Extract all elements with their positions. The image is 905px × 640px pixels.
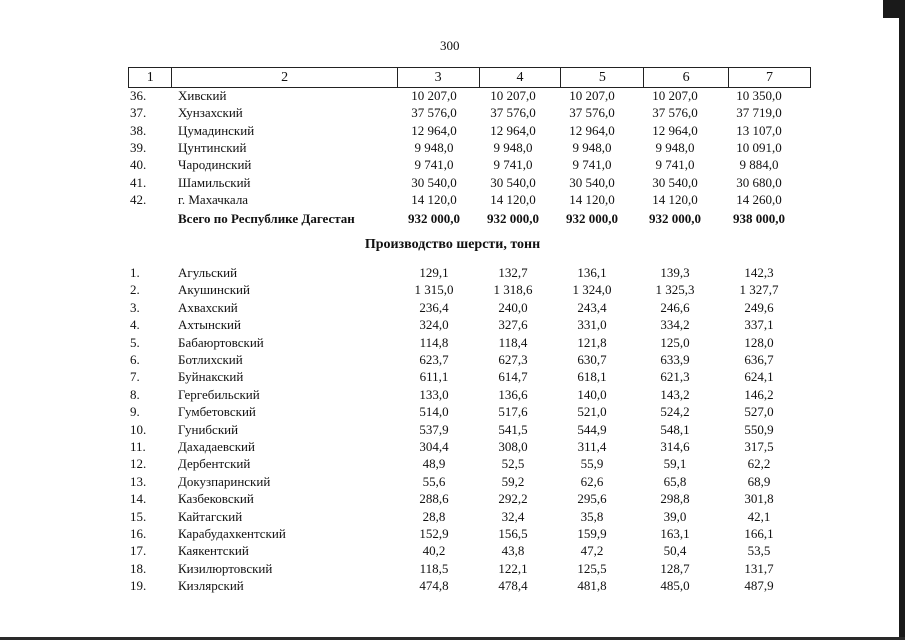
value-cell: 37 576,0 xyxy=(490,105,536,121)
table-row xyxy=(0,421,905,438)
value-cell: 288,6 xyxy=(419,491,449,507)
district-name: Гумбетовский xyxy=(178,404,256,420)
value-cell: 9 741,0 xyxy=(572,157,612,173)
value-cell: 122,1 xyxy=(498,560,528,576)
row-number: 19. xyxy=(130,578,147,594)
column-header: 1 xyxy=(129,68,172,88)
table-row xyxy=(0,542,905,559)
value-cell: 10 207,0 xyxy=(652,88,698,103)
row-number: 15. xyxy=(130,508,147,524)
value-cell: 30 540,0 xyxy=(411,174,457,190)
value-cell: 240,0 xyxy=(498,299,528,315)
value-cell: 128,7 xyxy=(660,560,690,576)
value-cell: 55,9 xyxy=(580,456,604,472)
value-cell: 50,4 xyxy=(663,543,687,559)
value-cell: 527,0 xyxy=(744,404,774,420)
row-number: 9. xyxy=(130,404,140,420)
value-cell: 295,6 xyxy=(577,491,607,507)
value-cell: 14 120,0 xyxy=(652,191,698,207)
value-cell: 37 719,0 xyxy=(736,105,782,121)
value-cell: 9 948,0 xyxy=(493,139,533,155)
row-number: 42. xyxy=(130,191,147,207)
value-cell: 9 948,0 xyxy=(655,139,695,155)
row-number: 40. xyxy=(130,157,147,173)
value-cell: 12 964,0 xyxy=(569,122,615,138)
value-cell: 337,1 xyxy=(744,317,774,333)
value-cell: 53,5 xyxy=(747,543,771,559)
value-cell: 14 120,0 xyxy=(569,191,615,207)
value-cell: 932 000,0 xyxy=(487,211,539,226)
value-cell: 524,2 xyxy=(660,404,690,420)
district-name: Дахадаевский xyxy=(178,439,255,454)
value-cell: 47,2 xyxy=(580,543,604,559)
row-number: 10. xyxy=(130,421,147,437)
value-cell: 131,7 xyxy=(744,560,774,576)
column-header: 5 xyxy=(561,68,644,88)
district-name: Буйнакский xyxy=(178,369,244,385)
value-cell: 627,3 xyxy=(498,352,528,367)
row-number: 7. xyxy=(130,369,140,385)
value-cell: 28,8 xyxy=(422,508,446,524)
table-row xyxy=(0,139,905,156)
row-number: 41. xyxy=(130,174,147,190)
value-cell: 128,0 xyxy=(744,334,774,350)
value-cell: 37 576,0 xyxy=(652,105,698,121)
value-cell: 48,9 xyxy=(422,456,446,472)
value-cell: 932 000,0 xyxy=(408,211,460,226)
value-cell: 550,9 xyxy=(744,421,774,437)
value-cell: 14 120,0 xyxy=(490,191,536,207)
value-cell: 304,4 xyxy=(419,439,449,454)
district-name: г. Махачкала xyxy=(178,191,249,207)
value-cell: 30 680,0 xyxy=(736,174,782,190)
value-cell: 146,2 xyxy=(744,386,774,402)
value-cell: 9 741,0 xyxy=(493,157,533,173)
row-number: 6. xyxy=(130,352,140,367)
table-row xyxy=(0,281,905,298)
row-number: 5. xyxy=(130,334,140,350)
district-name: Кайтагский xyxy=(178,508,243,524)
value-cell: 10 091,0 xyxy=(736,139,782,155)
row-number: 12. xyxy=(130,456,147,472)
value-cell: 14 260,0 xyxy=(736,191,782,207)
column-header: 4 xyxy=(479,68,561,88)
value-cell: 12 964,0 xyxy=(490,122,536,138)
value-cell: 246,6 xyxy=(660,299,690,315)
district-name: Всего по Республике Дагестан xyxy=(178,211,355,226)
value-cell: 39,0 xyxy=(663,508,687,524)
section-title: Производство шерсти, тонн xyxy=(364,237,541,252)
table-row xyxy=(0,122,905,139)
district-name: Докузпаринский xyxy=(178,473,271,489)
value-cell: 10 207,0 xyxy=(411,88,457,103)
value-cell: 1 324,0 xyxy=(572,282,612,298)
value-cell: 9 741,0 xyxy=(655,157,695,173)
value-cell: 618,1 xyxy=(577,369,607,385)
value-cell: 12 964,0 xyxy=(411,122,457,138)
value-cell: 548,1 xyxy=(660,421,690,437)
district-name: Карабудахкентский xyxy=(178,526,286,541)
value-cell: 1 327,7 xyxy=(739,282,779,298)
district-name: Ботлихский xyxy=(178,352,243,367)
value-cell: 10 207,0 xyxy=(490,88,536,103)
value-cell: 236,4 xyxy=(419,299,449,315)
value-cell: 14 120,0 xyxy=(411,191,457,207)
value-cell: 30 540,0 xyxy=(569,174,615,190)
value-cell: 1 318,6 xyxy=(493,282,533,298)
value-cell: 614,7 xyxy=(498,369,528,385)
value-cell: 35,8 xyxy=(580,508,604,524)
district-name: Цунтинский xyxy=(178,139,247,155)
value-cell: 62,2 xyxy=(747,456,771,472)
value-cell: 938 000,0 xyxy=(733,211,785,226)
district-name: Бабаюртовский xyxy=(178,334,264,350)
district-name: Цумадинский xyxy=(178,122,255,138)
value-cell: 611,1 xyxy=(419,369,449,385)
value-cell: 327,6 xyxy=(498,317,528,333)
value-cell: 62,6 xyxy=(580,473,604,489)
table-row xyxy=(0,473,905,490)
row-number: 14. xyxy=(130,491,147,507)
value-cell: 133,0 xyxy=(419,386,449,402)
value-cell: 159,9 xyxy=(577,526,607,541)
table-row xyxy=(0,525,905,542)
value-cell: 478,4 xyxy=(498,578,528,594)
value-cell: 30 540,0 xyxy=(490,174,536,190)
value-cell: 40,2 xyxy=(422,543,446,559)
value-cell: 301,8 xyxy=(744,491,774,507)
value-cell: 143,2 xyxy=(660,386,690,402)
value-cell: 623,7 xyxy=(419,352,449,367)
district-name: Ахвахский xyxy=(178,299,238,315)
value-cell: 13 107,0 xyxy=(736,122,782,138)
row-number: 1. xyxy=(130,265,140,280)
district-name: Ахтынский xyxy=(178,317,241,333)
table-row xyxy=(0,191,905,208)
table-row xyxy=(0,87,905,104)
value-cell: 163,1 xyxy=(660,526,690,541)
value-cell: 42,1 xyxy=(747,508,771,524)
row-number: 18. xyxy=(130,560,147,576)
value-cell: 152,9 xyxy=(419,526,449,541)
value-cell: 59,2 xyxy=(501,473,525,489)
table-row xyxy=(0,334,905,351)
column-header: 7 xyxy=(729,68,811,88)
value-cell: 324,0 xyxy=(419,317,449,333)
table-row xyxy=(0,174,905,191)
value-cell: 125,0 xyxy=(660,334,690,350)
value-cell: 624,1 xyxy=(744,369,774,385)
value-cell: 331,0 xyxy=(577,317,607,333)
value-cell: 136,6 xyxy=(498,386,528,402)
value-cell: 121,8 xyxy=(577,334,607,350)
value-cell: 308,0 xyxy=(498,439,528,454)
total-row xyxy=(0,210,905,227)
value-cell: 317,5 xyxy=(744,439,774,454)
value-cell: 30 540,0 xyxy=(652,174,698,190)
value-cell: 166,1 xyxy=(744,526,774,541)
district-name: Шамильский xyxy=(178,174,251,190)
value-cell: 9 948,0 xyxy=(572,139,612,155)
value-cell: 139,3 xyxy=(660,265,690,280)
district-name: Кизлярский xyxy=(178,578,244,594)
value-cell: 485,0 xyxy=(660,578,690,594)
table-row xyxy=(0,104,905,121)
value-cell: 129,1 xyxy=(419,265,449,280)
value-cell: 537,9 xyxy=(419,421,449,437)
value-cell: 37 576,0 xyxy=(411,105,457,121)
row-number: 8. xyxy=(130,386,140,402)
table-row xyxy=(0,156,905,173)
value-cell: 118,4 xyxy=(498,334,528,350)
value-cell: 514,0 xyxy=(419,404,449,420)
value-cell: 59,1 xyxy=(663,456,687,472)
column-header: 6 xyxy=(644,68,729,88)
value-cell: 633,9 xyxy=(660,352,690,367)
value-cell: 132,7 xyxy=(498,265,528,280)
value-cell: 68,9 xyxy=(747,473,771,489)
value-cell: 521,0 xyxy=(577,404,607,420)
value-cell: 32,4 xyxy=(501,508,525,524)
value-cell: 10 350,0 xyxy=(736,88,782,103)
value-cell: 621,3 xyxy=(660,369,690,385)
table-row xyxy=(0,490,905,507)
value-cell: 1 325,3 xyxy=(655,282,695,298)
row-number: 38. xyxy=(130,122,147,138)
value-cell: 37 576,0 xyxy=(569,105,615,121)
value-cell: 544,9 xyxy=(577,421,607,437)
row-number: 13. xyxy=(130,473,147,489)
table-row xyxy=(0,438,905,455)
table-row xyxy=(0,403,905,420)
table-row xyxy=(0,316,905,333)
district-name: Хунзахский xyxy=(178,105,243,121)
column-header-row xyxy=(128,67,811,88)
table-row xyxy=(0,264,905,281)
table-row xyxy=(0,368,905,385)
value-cell: 43,8 xyxy=(501,543,525,559)
row-number: 3. xyxy=(130,299,140,315)
value-cell: 125,5 xyxy=(577,560,607,576)
value-cell: 12 964,0 xyxy=(652,122,698,138)
row-number: 37. xyxy=(130,105,147,121)
value-cell: 298,8 xyxy=(660,491,690,507)
district-name: Агульский xyxy=(178,265,238,280)
row-number: 2. xyxy=(130,282,140,298)
district-name: Дербентский xyxy=(178,456,251,472)
district-name: Казбековский xyxy=(178,491,254,507)
value-cell: 136,1 xyxy=(577,265,607,280)
district-name: Гунибский xyxy=(178,421,239,437)
table-row xyxy=(0,386,905,403)
table-row xyxy=(0,560,905,577)
district-name: Кизилюртовский xyxy=(178,560,273,576)
district-name: Хивский xyxy=(178,88,227,103)
column-header: 2 xyxy=(172,68,397,88)
value-cell: 52,5 xyxy=(501,456,525,472)
page-number: 300 xyxy=(440,38,460,53)
value-cell: 9 741,0 xyxy=(414,157,454,173)
value-cell: 630,7 xyxy=(577,352,607,367)
value-cell: 140,0 xyxy=(577,386,607,402)
district-name: Каякентский xyxy=(178,543,249,559)
value-cell: 55,6 xyxy=(422,473,446,489)
district-name: Акушинский xyxy=(178,282,250,298)
value-cell: 249,6 xyxy=(744,299,774,315)
value-cell: 932 000,0 xyxy=(566,211,618,226)
column-header: 3 xyxy=(397,68,479,88)
value-cell: 311,4 xyxy=(577,439,607,454)
row-number: 17. xyxy=(130,543,147,559)
value-cell: 517,6 xyxy=(498,404,528,420)
value-cell: 1 315,0 xyxy=(414,282,454,298)
table-row xyxy=(0,299,905,316)
row-number: 11. xyxy=(130,439,146,454)
value-cell: 932 000,0 xyxy=(649,211,701,226)
value-cell: 114,8 xyxy=(419,334,449,350)
value-cell: 481,8 xyxy=(577,578,607,594)
value-cell: 487,9 xyxy=(744,578,774,594)
table-row xyxy=(0,351,905,368)
district-name: Гергебильский xyxy=(178,386,260,402)
value-cell: 9 884,0 xyxy=(739,157,779,173)
value-cell: 9 948,0 xyxy=(414,139,454,155)
scan-edge-corner xyxy=(883,0,905,18)
table-row xyxy=(0,455,905,472)
value-cell: 541,5 xyxy=(498,421,528,437)
value-cell: 292,2 xyxy=(498,491,528,507)
row-number: 36. xyxy=(130,88,147,103)
row-number: 39. xyxy=(130,139,147,155)
value-cell: 334,2 xyxy=(660,317,690,333)
value-cell: 636,7 xyxy=(744,352,774,367)
value-cell: 65,8 xyxy=(663,473,687,489)
value-cell: 156,5 xyxy=(498,526,528,541)
value-cell: 474,8 xyxy=(419,578,449,594)
value-cell: 314,6 xyxy=(660,439,690,454)
district-name: Чародинский xyxy=(178,157,252,173)
value-cell: 10 207,0 xyxy=(569,88,615,103)
value-cell: 118,5 xyxy=(419,560,449,576)
table-row xyxy=(0,508,905,525)
table-row xyxy=(0,577,905,594)
row-number: 4. xyxy=(130,317,140,333)
value-cell: 142,3 xyxy=(744,265,774,280)
value-cell: 243,4 xyxy=(577,299,607,315)
row-number: 16. xyxy=(130,526,147,541)
